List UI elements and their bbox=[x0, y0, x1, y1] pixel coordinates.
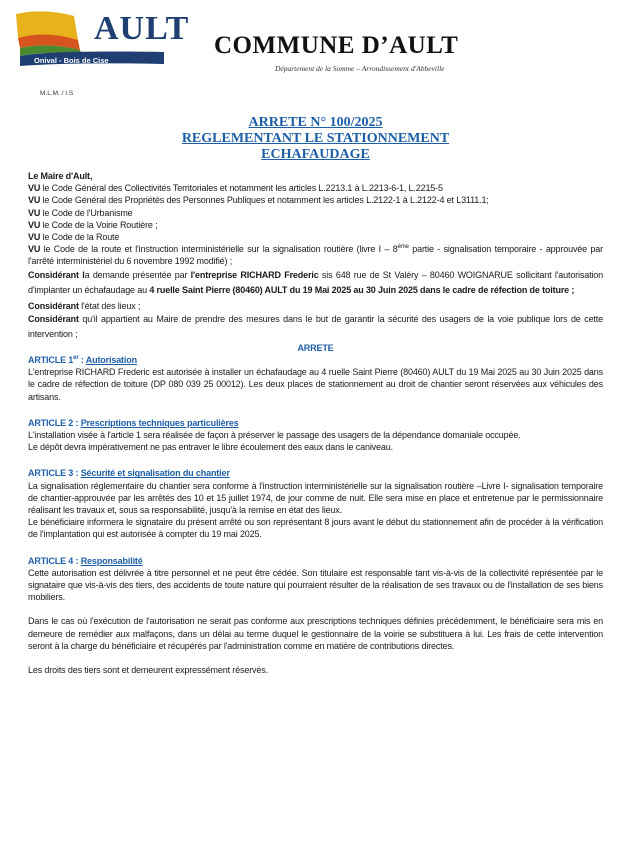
article-4-text: Les droits des tiers sont et demeurent expressément réservés. bbox=[28, 665, 268, 676]
considerant-item: Considérant la demande présentée par l'entreprise RICHARD Frederic sis 648 rue de St Valéry – 80460 WOIGNARUE sollicitant l'autorisation d'implanter un échafaudage au 4 ruelle Saint Pierre (80460) AULT du 19 Mai 2025 au 30 Juin 2025 dans le cadre de réfection de toiture ; bbox=[28, 269, 603, 295]
document-body bbox=[28, 170, 603, 676]
reference: M.L.M. / I.S bbox=[40, 90, 74, 97]
article-2-heading: ARTICLE 2 : Prescriptions techniques particulières bbox=[28, 417, 239, 428]
article-4-text: Dans le cas où l'exécution de l'autorisation ne serait pas conforme aux prescriptions techniques définies précédemment, le bénéficiaire sera mis en demeure de remédier aux malfaçons, dans un délai au terme duquel le gestionnaire de la voirie se substituera à lui. Les frais de cette intervention seront à la charge du bénéficiaire et récupérés par l'administration comme en matière de contributions directes. bbox=[28, 616, 603, 651]
vu-item: VU le Code de l'Urbanisme bbox=[28, 207, 133, 218]
commune-title: COMMUNE D’AULT bbox=[214, 32, 459, 59]
department-line: Département de la Somme – Arrondissement d'Abbeville bbox=[275, 64, 445, 73]
considerant-item: Considérant qu'il appartient au Maire de prendre des mesures dans le but de garantir la sécurité des usagers de la voie publique lors de cette intervention ; bbox=[28, 313, 603, 339]
arrete-subject-2: ECHAFAUDAGE bbox=[261, 147, 370, 162]
vu-item: VU le Code de la Voirie Routière ; bbox=[28, 219, 158, 230]
logo-subtitle: Onival - Bois de Cise bbox=[34, 56, 109, 65]
article-4-heading: ARTICLE 4 : Responsabilité bbox=[28, 555, 143, 566]
maire-line: Le Maire d'Ault, bbox=[28, 171, 93, 181]
logo bbox=[14, 6, 190, 68]
article-2-text: Le dépôt devra impérativement ne pas entraver le libre écoulement des eaux dans le caniveau. bbox=[28, 442, 393, 453]
article-2-text: L'installation visée à l'article 1 sera réalisée de façon à préserver le passage des usagers de la dépendance domaniale occupée. bbox=[28, 430, 521, 441]
article-3-text: La signalisation réglementaire du chantier sera conforme à l'instruction interministérielle sur la signalisation routière –Livre I- signalisation temporaire de chantier-approuvée par les arrêtés des 10 et 15 juillet 1974, de jour comme de nuit. Elle sera mise en place et entretenue par le permissionnaire réalisant les travaux et, sous sa responsabilité, jusqu'à la remise en état des lieux. bbox=[28, 480, 603, 516]
vu-item: VU le Code Général des Collectivités Territoriales et notamment les articles L.2213.1 à L.2213-6-1, L.2215-5 bbox=[28, 183, 443, 194]
vu-item: VU le Code de la Route bbox=[28, 232, 120, 243]
considerant-item: Considérant l'état des lieux ; bbox=[28, 300, 141, 311]
arrete-number: ARRETE N° 100/2025 bbox=[248, 115, 383, 130]
logo-text: AULT bbox=[94, 10, 190, 47]
vu-item: VU le Code de la route et l'instruction interministérielle sur la signalisation routière (livre I – 8ème partie - signalisation temporaire - approuvée par l'arrêté interministériel du 6 novembre 1992 modifié) ; bbox=[28, 244, 603, 267]
article-1-heading: ARTICLE 1er : Autorisation bbox=[28, 355, 137, 366]
article-1-text: L'entreprise RICHARD Frederic est autorisée à installer un échafaudage au 4 ruelle Saint Pierre (80460) AULT du 19 Mai 2025 au 30 Juin 2025 dans le cadre de réfection de toiture (DP 080 039 25 00012). Les deux places de stationnement au droit de chantier seront réservées aux véhicules des artisans. bbox=[28, 367, 603, 402]
article-4-text: Cette autorisation est délivrée à titre personnel et ne peut être cédée. Son titulaire est responsable tant vis-à-vis de la collectivité représentée par le signataire que vis-à-vis des tiers, des accidents de toute nature qui pourraient résulter de la réalisation de ses travaux ou de l'installation de ses biens mobiliers. bbox=[28, 567, 603, 603]
arrete-heading: ARRETE bbox=[297, 342, 334, 353]
vu-item: VU le Code Général des Propriétés des Personnes Publiques et notamment les articles L.2122-1 à L.2122-4 et L3111.1; bbox=[28, 195, 489, 206]
arrete-subject: REGLEMENTANT LE STATIONNEMENT bbox=[181, 131, 450, 146]
article-3-heading: ARTICLE 3 : Sécurité et signalisation du chantier bbox=[28, 468, 230, 479]
article-3-text: Le bénéficiaire informera le signataire du présent arrêté ou son représentant 8 jours avant le début du stationnement afin de procéder à la vérification de l'implantation qui est autorisée à compter du 19 mai 2025. bbox=[28, 517, 603, 540]
